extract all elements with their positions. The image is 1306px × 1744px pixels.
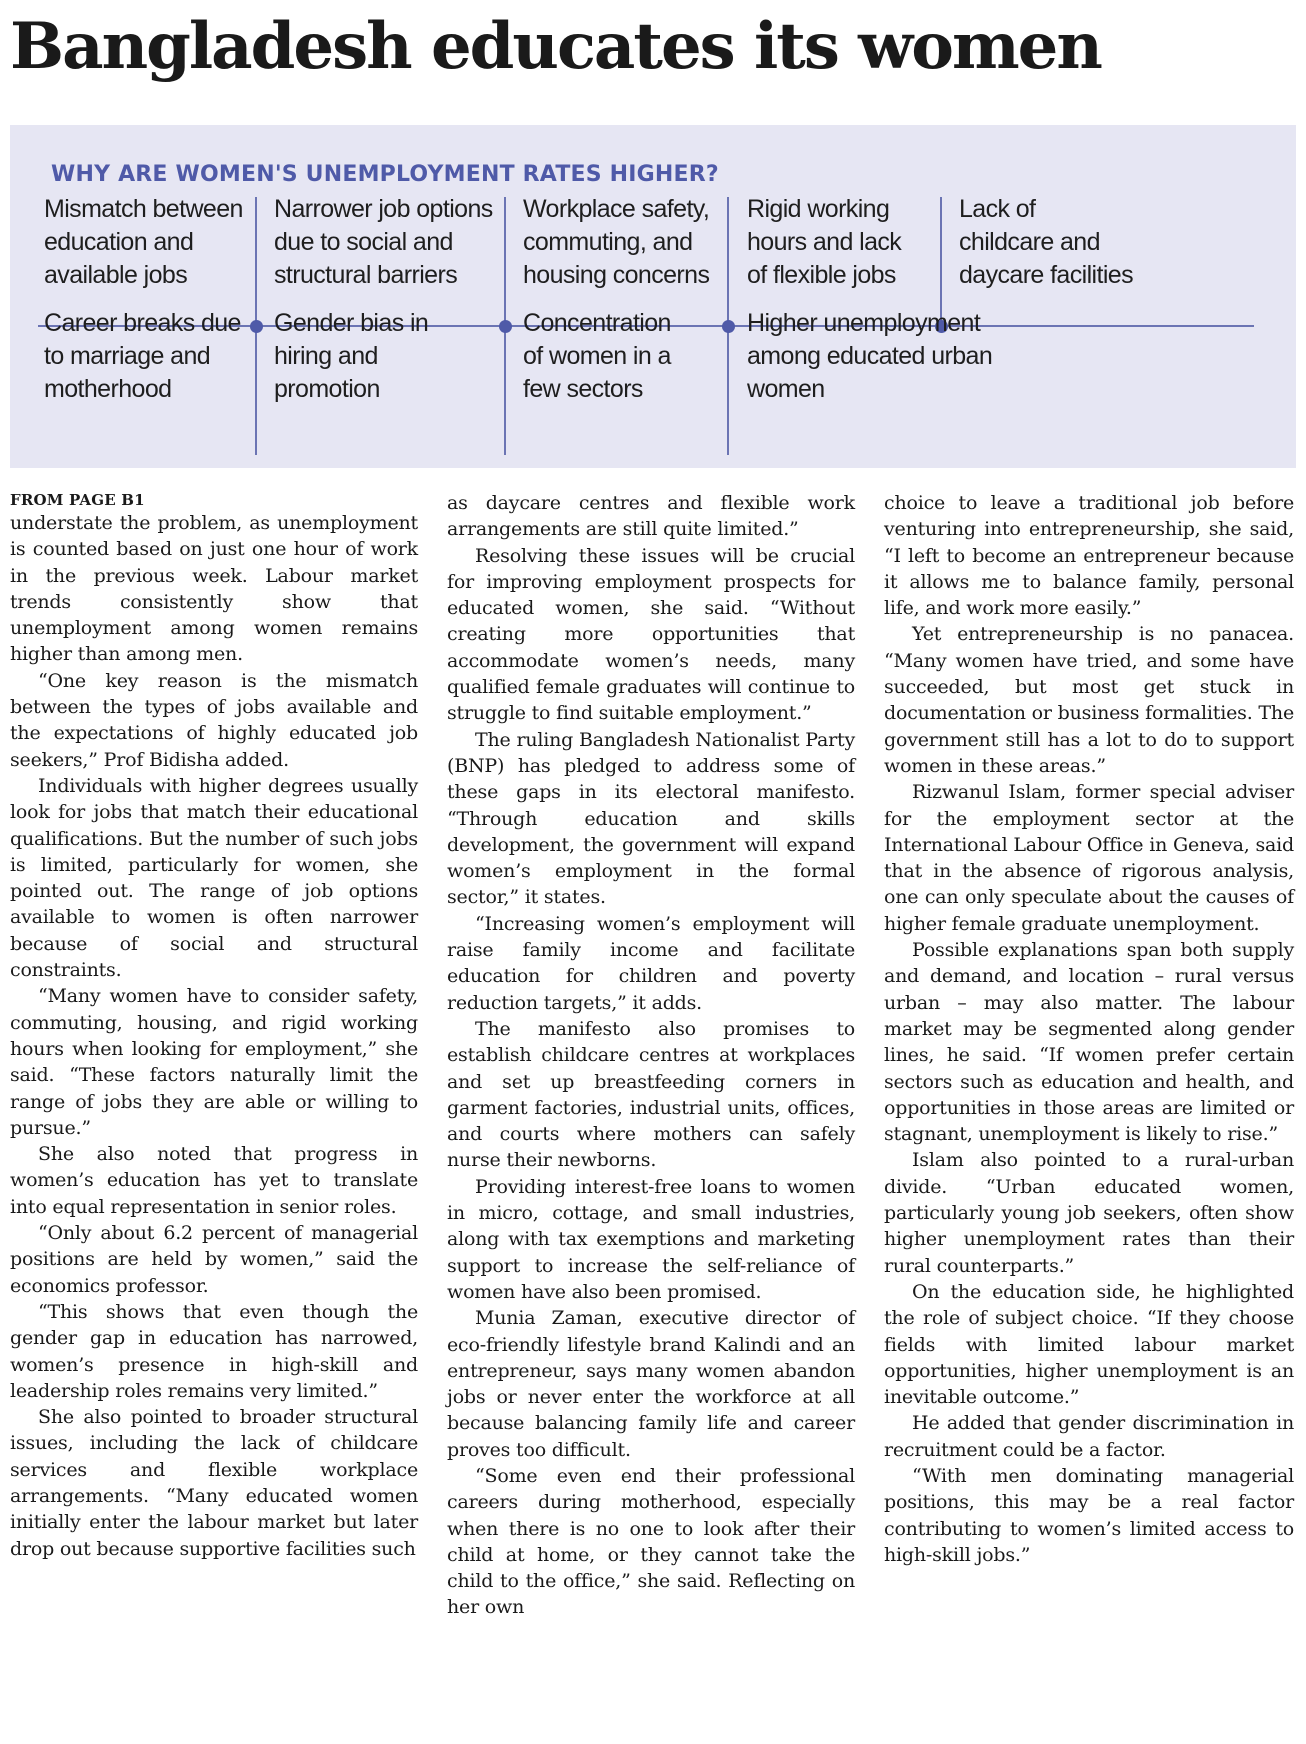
paragraph: Islam also pointed to a rural-urban divide. “Urban educated women, particularly young job seekers, often show higher unemployment rates than their rural counterparts.” [884,1149,1294,1277]
paragraph: Possible explanations span both supply and demand, and location – rural versus urban – may also matter. The labour market may be segmented along gender lines, he said. “If women prefer certain sectors such as education and health, and opportunities in those areas are limited or stagnant, unemployment is likely to rise.” [884,939,1294,1146]
paragraph: “Increasing women’s employment will raise family income and facilitate education for children and poverty reduction targets,” it adds. [447,912,855,1014]
paragraph: She also noted that progress in women’s education has yet to translate into equal representation in senior roles. [10,1143,418,1218]
paragraph: choice to leave a traditional job before venturing into entrepreneurship, she said, “I left to become an entrepreneur because it allows me to balance family, personal life, and work more easily.” [884,492,1294,620]
infographic-title: WHY ARE WOMEN'S UNEMPLOYMENT RATES HIGHER? [51,162,719,187]
article-column-1 [10,490,418,1562]
paragraph: Yet entrepreneurship is no panacea. “Many women have tried, and some have succeeded, but most get stuck in documentation or business formalities. The government still has a lot to do to support women in these areas.” [884,623,1294,777]
from-page-label: FROM PAGE B1 [10,491,145,509]
paragraph: The manifesto also promises to establish childcare centres at workplaces and set up breastfeeding corners in garment factories, industrial units, offices, and courts where mothers can safely nurse their newborns. [447,1017,855,1172]
reason-childcare: Lack of childcare and daycare facilities [959,195,1134,289]
infographic-panel [10,125,1296,468]
paragraph: She also pointed to broader structural issues, including the lack of childcare services and flexible workplace arrangements. “Many educated women initially enter the labour market but later drop out because supportive facilities such [10,1406,418,1560]
timeline-dot [499,320,512,333]
column-divider [940,197,942,325]
paragraph: “One key reason is the mismatch between the types of jobs available and the expectations of highly educated job seekers,” Prof Bidisha added. [10,669,418,771]
article-column-2 [447,490,855,1621]
reason-concentration: Concentration of women in a few sectors [523,309,671,403]
paragraph: Rizwanul Islam, former special adviser for the employment sector at the International Labour Office in Geneva, said that in the absence of rigorous analysis, one can only speculate about the causes of higher female graduate unemployment. [884,781,1294,935]
paragraph: “With men dominating managerial positions, this may be a real factor contributing to women’s limited access to high-skill jobs.” [884,1464,1294,1566]
paragraph: Resolving these issues will be crucial for improving employment prospects for educated women, she said. “Without creating more opportunities that accommodate women’s needs, many qualified female graduates will continue to struggle to find suitable employment.” [447,544,855,725]
paragraph: “Many women have to consider safety, commuting, housing, and rigid working hours when looking for employment,” she said. “These factors naturally limit the range of jobs they are able or willing to pursue.” [10,985,418,1139]
paragraph: On the education side, he highlighted the role of subject choice. “If they choose fields with limited labour market opportunities, higher unemployment is an inevitable outcome.” [884,1280,1294,1409]
paragraph: The ruling Bangladesh Nationalist Party (BNP) has pledged to address some of these gaps in its electoral manifesto. “Through education and skills development, the government will expand women’s employment in the formal sector,” it states. [447,728,855,909]
reason-rigid-hours: Rigid working hours and lack of flexible jobs [747,195,902,289]
article-column-3 [884,490,1294,1568]
timeline-dot [722,320,735,333]
paragraph: Individuals with higher degrees usually look for jobs that match their educational qualifications. But the number of such jobs is limited, particularly for women, she pointed out. The range of job options available to women is often narrower because of social and structural constraints. [10,774,418,982]
paragraph: “Some even end their professional careers during motherhood, especially when there is no one to look after their child at home, or they cannot take the child to the office,” she said. Reflecting on her own [447,1464,855,1619]
paragraph: Providing interest-free loans to women in micro, cottage, and small industries, along with tax exemptions and marketing support to increase the self-reliance of women have also been promised. [447,1175,855,1303]
reason-mismatch: Mismatch between education and available jobs [44,195,243,289]
paragraph: “Only about 6.2 percent of managerial positions are held by women,” said the economics professor. [10,1222,418,1297]
reason-urban-women: Higher unemployment among educated urban women [747,309,993,403]
reason-career-breaks: Career breaks due to marriage and motherhood [44,309,241,403]
paragraph: understate the problem, as unemployment is counted based on just one hour of work in the previous week. Labour market trends consistently show that unemployment among women remains higher than among men. [10,512,418,666]
headline: Bangladesh educates its women [10,9,1101,84]
paragraph: Munia Zaman, executive director of eco-friendly lifestyle brand Kalindi and an entrepreneur, says many women abandon jobs or never enter the workforce at all because balancing family life and career proves too difficult. [447,1307,855,1461]
reason-narrower-options: Narrower job options due to social and structural barriers [274,195,493,289]
reason-workplace-safety: Workplace safety, commuting, and housing concerns [523,195,710,289]
paragraph: “This shows that even though the gender gap in education has narrowed, women’s presence in high-skill and leadership roles remains very limited.” [10,1300,418,1402]
paragraph: as daycare centres and flexible work arrangements are still quite limited.” [447,492,855,541]
timeline-dot [250,320,263,333]
reason-gender-bias: Gender bias in hiring and promotion [274,309,429,403]
paragraph: He added that gender discrimination in recruitment could be a factor. [884,1412,1294,1461]
